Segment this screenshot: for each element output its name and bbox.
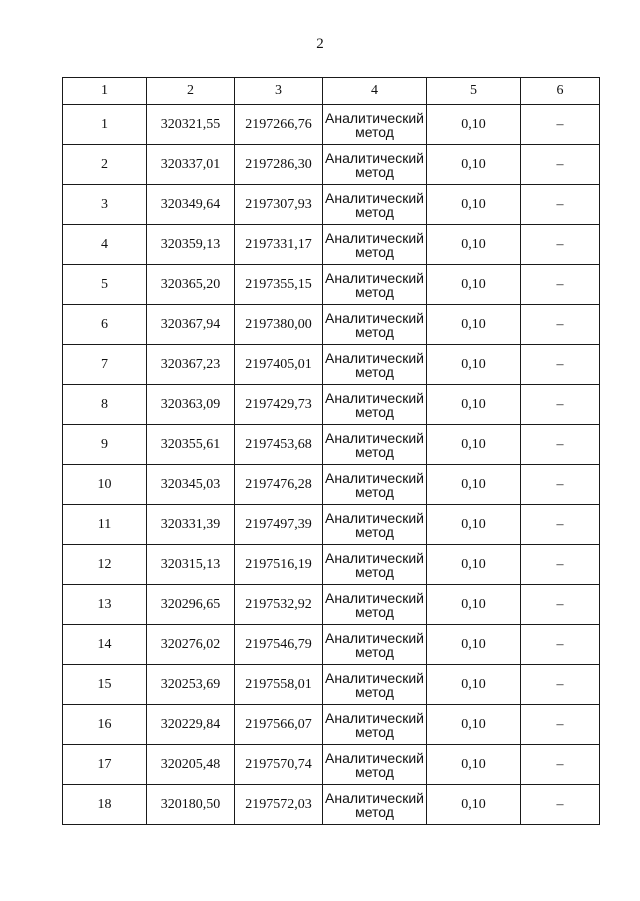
accuracy-cell: 0,10 bbox=[427, 625, 521, 665]
page-number: 2 bbox=[316, 36, 324, 52]
method-line-2: метод bbox=[355, 123, 394, 140]
y-coordinate-cell: 2197307,93 bbox=[235, 185, 323, 225]
point-number-cell: 9 bbox=[63, 425, 147, 465]
y-coordinate-cell: 2197546,79 bbox=[235, 625, 323, 665]
x-coordinate-cell: 320229,84 bbox=[147, 705, 235, 745]
table-row bbox=[63, 225, 600, 265]
method-cell bbox=[323, 105, 427, 145]
y-coordinate-cell: 2197286,30 bbox=[235, 145, 323, 185]
method-line-2: метод bbox=[355, 243, 394, 260]
method-line-1: Аналитический bbox=[325, 309, 424, 326]
y-coordinate-cell: 2197380,00 bbox=[235, 305, 323, 345]
note-cell: – bbox=[521, 425, 600, 465]
column-header-6: 6 bbox=[521, 78, 600, 105]
method-line-1: Аналитический bbox=[325, 509, 424, 526]
note-cell: – bbox=[521, 785, 600, 825]
method-cell bbox=[323, 505, 427, 545]
method-line-2: метод bbox=[355, 203, 394, 220]
point-number-cell: 17 bbox=[63, 745, 147, 785]
method-line-2: метод bbox=[355, 443, 394, 460]
point-number-cell: 2 bbox=[63, 145, 147, 185]
table-row bbox=[63, 625, 600, 665]
note-cell: – bbox=[521, 545, 600, 585]
x-coordinate-cell: 320365,20 bbox=[147, 265, 235, 305]
x-coordinate-cell: 320205,48 bbox=[147, 745, 235, 785]
point-number-cell: 8 bbox=[63, 385, 147, 425]
point-number-cell: 4 bbox=[63, 225, 147, 265]
y-coordinate-cell: 2197331,17 bbox=[235, 225, 323, 265]
note-cell: – bbox=[521, 185, 600, 225]
method-line-2: метод bbox=[355, 723, 394, 740]
point-number-cell: 12 bbox=[63, 545, 147, 585]
note-cell: – bbox=[521, 705, 600, 745]
accuracy-cell: 0,10 bbox=[427, 385, 521, 425]
method-line-2: метод bbox=[355, 323, 394, 340]
accuracy-cell: 0,10 bbox=[427, 465, 521, 505]
note-cell: – bbox=[521, 305, 600, 345]
table-row bbox=[63, 745, 600, 785]
accuracy-cell: 0,10 bbox=[427, 665, 521, 705]
accuracy-cell: 0,10 bbox=[427, 585, 521, 625]
y-coordinate-cell: 2197355,15 bbox=[235, 265, 323, 305]
y-coordinate-cell: 2197453,68 bbox=[235, 425, 323, 465]
table-row bbox=[63, 785, 600, 825]
method-line-1: Аналитический bbox=[325, 669, 424, 686]
method-line-1: Аналитический bbox=[325, 549, 424, 566]
column-header-2: 2 bbox=[147, 78, 235, 105]
note-cell: – bbox=[521, 105, 600, 145]
accuracy-cell: 0,10 bbox=[427, 505, 521, 545]
y-coordinate-cell: 2197497,39 bbox=[235, 505, 323, 545]
y-coordinate-cell: 2197570,74 bbox=[235, 745, 323, 785]
method-cell bbox=[323, 705, 427, 745]
column-header-3: 3 bbox=[235, 78, 323, 105]
note-cell: – bbox=[521, 625, 600, 665]
table-row bbox=[63, 185, 600, 225]
point-number-cell: 16 bbox=[63, 705, 147, 745]
method-line-1: Аналитический bbox=[325, 189, 424, 206]
table-row bbox=[63, 585, 600, 625]
point-number-cell: 5 bbox=[63, 265, 147, 305]
note-cell: – bbox=[521, 665, 600, 705]
table-row bbox=[63, 385, 600, 425]
y-coordinate-cell: 2197516,19 bbox=[235, 545, 323, 585]
point-number-cell: 1 bbox=[63, 105, 147, 145]
column-header-1: 1 bbox=[63, 78, 147, 105]
accuracy-cell: 0,10 bbox=[427, 745, 521, 785]
method-cell bbox=[323, 585, 427, 625]
coordinates-table bbox=[62, 77, 600, 825]
point-number-cell: 18 bbox=[63, 785, 147, 825]
y-coordinate-cell: 2197476,28 bbox=[235, 465, 323, 505]
point-number-cell: 13 bbox=[63, 585, 147, 625]
table-body bbox=[63, 105, 600, 825]
accuracy-cell: 0,10 bbox=[427, 105, 521, 145]
method-cell bbox=[323, 625, 427, 665]
method-cell bbox=[323, 345, 427, 385]
accuracy-cell: 0,10 bbox=[427, 785, 521, 825]
point-number-cell: 11 bbox=[63, 505, 147, 545]
method-cell bbox=[323, 545, 427, 585]
table-row bbox=[63, 105, 600, 145]
accuracy-cell: 0,10 bbox=[427, 425, 521, 465]
method-cell bbox=[323, 225, 427, 265]
x-coordinate-cell: 320349,64 bbox=[147, 185, 235, 225]
column-header-4: 4 bbox=[323, 78, 427, 105]
method-line-2: метод bbox=[355, 403, 394, 420]
method-line-1: Аналитический bbox=[325, 469, 424, 486]
y-coordinate-cell: 2197429,73 bbox=[235, 385, 323, 425]
method-line-2: метод bbox=[355, 523, 394, 540]
note-cell: – bbox=[521, 225, 600, 265]
y-coordinate-cell: 2197566,07 bbox=[235, 705, 323, 745]
table-row bbox=[63, 705, 600, 745]
note-cell: – bbox=[521, 385, 600, 425]
accuracy-cell: 0,10 bbox=[427, 705, 521, 745]
method-line-1: Аналитический bbox=[325, 389, 424, 406]
note-cell: – bbox=[521, 505, 600, 545]
method-line-1: Аналитический bbox=[325, 429, 424, 446]
table-row bbox=[63, 545, 600, 585]
note-cell: – bbox=[521, 745, 600, 785]
y-coordinate-cell: 2197405,01 bbox=[235, 345, 323, 385]
point-number-cell: 3 bbox=[63, 185, 147, 225]
x-coordinate-cell: 320180,50 bbox=[147, 785, 235, 825]
method-line-2: метод bbox=[355, 803, 394, 820]
note-cell: – bbox=[521, 145, 600, 185]
method-cell bbox=[323, 305, 427, 345]
accuracy-cell: 0,10 bbox=[427, 225, 521, 265]
point-number-cell: 7 bbox=[63, 345, 147, 385]
method-line-1: Аналитический bbox=[325, 789, 424, 806]
method-line-1: Аналитический bbox=[325, 229, 424, 246]
column-header-5: 5 bbox=[427, 78, 521, 105]
note-cell: – bbox=[521, 585, 600, 625]
accuracy-cell: 0,10 bbox=[427, 265, 521, 305]
method-line-1: Аналитический bbox=[325, 589, 424, 606]
method-line-2: метод bbox=[355, 563, 394, 580]
x-coordinate-cell: 320345,03 bbox=[147, 465, 235, 505]
method-line-2: метод bbox=[355, 763, 394, 780]
x-coordinate-cell: 320331,39 bbox=[147, 505, 235, 545]
method-line-1: Аналитический bbox=[325, 749, 424, 766]
table-row bbox=[63, 505, 600, 545]
y-coordinate-cell: 2197532,92 bbox=[235, 585, 323, 625]
y-coordinate-cell: 2197266,76 bbox=[235, 105, 323, 145]
method-cell bbox=[323, 785, 427, 825]
table-row bbox=[63, 145, 600, 185]
method-line-1: Аналитический bbox=[325, 269, 424, 286]
accuracy-cell: 0,10 bbox=[427, 145, 521, 185]
x-coordinate-cell: 320253,69 bbox=[147, 665, 235, 705]
point-number-cell: 14 bbox=[63, 625, 147, 665]
method-line-2: метод bbox=[355, 363, 394, 380]
method-line-1: Аналитический bbox=[325, 709, 424, 726]
table-row bbox=[63, 465, 600, 505]
note-cell: – bbox=[521, 345, 600, 385]
method-cell bbox=[323, 265, 427, 305]
point-number-cell: 10 bbox=[63, 465, 147, 505]
x-coordinate-cell: 320367,94 bbox=[147, 305, 235, 345]
accuracy-cell: 0,10 bbox=[427, 185, 521, 225]
x-coordinate-cell: 320363,09 bbox=[147, 385, 235, 425]
header-row bbox=[63, 78, 600, 105]
method-line-1: Аналитический bbox=[325, 349, 424, 366]
method-line-1: Аналитический bbox=[325, 109, 424, 126]
x-coordinate-cell: 320315,13 bbox=[147, 545, 235, 585]
x-coordinate-cell: 320321,55 bbox=[147, 105, 235, 145]
x-coordinate-cell: 320276,02 bbox=[147, 625, 235, 665]
y-coordinate-cell: 2197572,03 bbox=[235, 785, 323, 825]
x-coordinate-cell: 320296,65 bbox=[147, 585, 235, 625]
method-line-2: метод bbox=[355, 603, 394, 620]
method-cell bbox=[323, 385, 427, 425]
method-line-2: метод bbox=[355, 283, 394, 300]
method-line-2: метод bbox=[355, 683, 394, 700]
method-cell bbox=[323, 665, 427, 705]
note-cell: – bbox=[521, 465, 600, 505]
table-header bbox=[63, 78, 600, 105]
method-cell bbox=[323, 425, 427, 465]
method-line-1: Аналитический bbox=[325, 629, 424, 646]
x-coordinate-cell: 320367,23 bbox=[147, 345, 235, 385]
method-line-2: метод bbox=[355, 483, 394, 500]
method-line-2: метод bbox=[355, 643, 394, 660]
accuracy-cell: 0,10 bbox=[427, 305, 521, 345]
y-coordinate-cell: 2197558,01 bbox=[235, 665, 323, 705]
method-line-1: Аналитический bbox=[325, 149, 424, 166]
method-cell bbox=[323, 145, 427, 185]
accuracy-cell: 0,10 bbox=[427, 545, 521, 585]
table-row bbox=[63, 345, 600, 385]
x-coordinate-cell: 320355,61 bbox=[147, 425, 235, 465]
x-coordinate-cell: 320359,13 bbox=[147, 225, 235, 265]
x-coordinate-cell: 320337,01 bbox=[147, 145, 235, 185]
table-row bbox=[63, 665, 600, 705]
method-line-2: метод bbox=[355, 163, 394, 180]
table-row bbox=[63, 425, 600, 465]
point-number-cell: 15 bbox=[63, 665, 147, 705]
method-cell bbox=[323, 745, 427, 785]
note-cell: – bbox=[521, 265, 600, 305]
table-row bbox=[63, 265, 600, 305]
accuracy-cell: 0,10 bbox=[427, 345, 521, 385]
table-row bbox=[63, 305, 600, 345]
point-number-cell: 6 bbox=[63, 305, 147, 345]
method-cell bbox=[323, 185, 427, 225]
method-cell bbox=[323, 465, 427, 505]
